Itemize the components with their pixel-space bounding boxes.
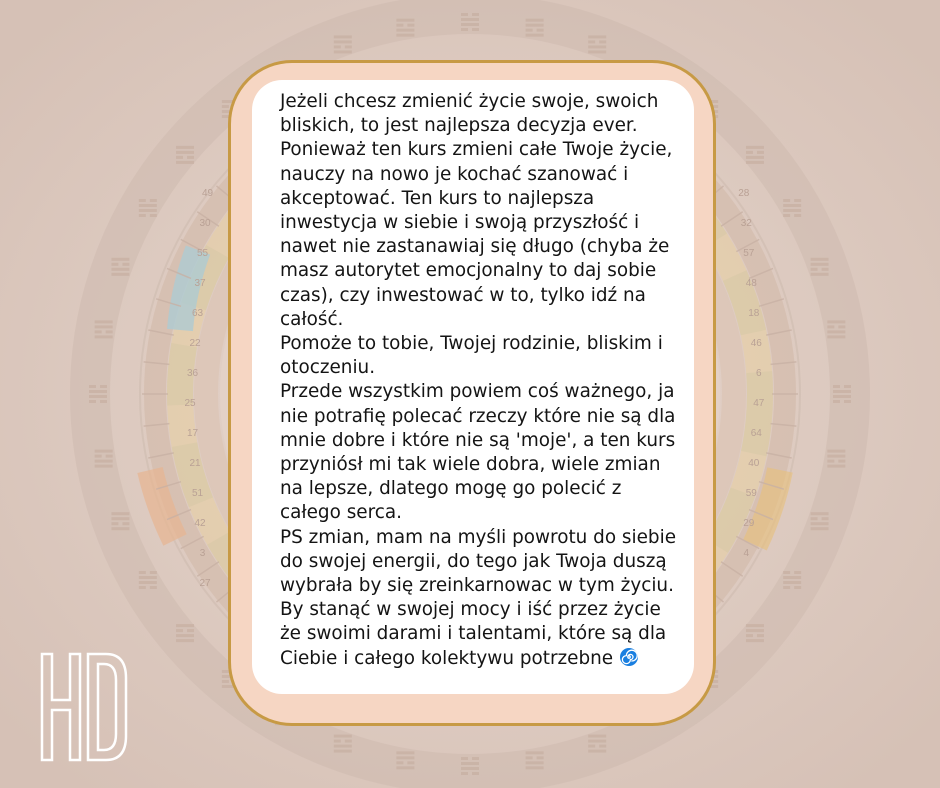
wheel-gate-number: 48: [745, 278, 757, 289]
wheel-gate-number: 46: [750, 338, 762, 349]
testimonial-line: przyniósł mi tak wiele dobra, wiele zmian: [280, 454, 661, 476]
testimonial-line: nawet nie zastanawiaj się długo (chyba że: [280, 236, 670, 258]
wheel-gate-number: 29: [743, 518, 755, 529]
testimonial-line: do swojej energii, do tego jak Twoja duszą: [280, 550, 667, 572]
testimonial-line: Jeżeli chcesz zmienić życie swoje, swoich: [280, 91, 659, 112]
hd-outline-logo: [36, 648, 132, 766]
wheel-gate-number: 6: [755, 368, 762, 379]
wheel-gate-number: 57: [743, 248, 755, 259]
testimonial-line: inwestycja w siebie i swoją przyszłość i: [280, 212, 640, 234]
wheel-gate-number: 47: [753, 398, 765, 409]
wheel-gate-number: 51: [191, 488, 204, 499]
testimonial-line: wybrała by się zreinkarnowac w tym życiu.: [280, 575, 674, 597]
testimonial-line: Ponieważ ten kurs zmieni całe Twoje życie,: [280, 139, 673, 161]
testimonial-line: Przede wszystkim powiem coś ważnego, ja: [280, 381, 675, 403]
testimonial-line: PS zmian, mam na myśli powrotu do siebie: [280, 526, 677, 548]
testimonial-line: mnie dobre i które nie są 'moje', a ten kurs: [280, 429, 676, 451]
testimonial-line: masz autorytet emocjonalny to daj sobie: [280, 260, 657, 282]
wheel-gate-number: 4: [743, 548, 750, 559]
wheel-gate-number: 36: [186, 368, 199, 379]
wheel-gate-number: 55: [196, 248, 209, 259]
testimonial-last-line: Ciebie i całego kolektywu potrzebne: [280, 647, 614, 669]
wheel-gate-number: 21: [189, 458, 201, 469]
cyclone-spiral-icon: [619, 647, 639, 667]
wheel-gate-number: 32: [740, 218, 752, 229]
wheel-gate-number: 63: [191, 308, 204, 319]
wheel-gate-number: 49: [201, 188, 214, 199]
testimonial-line: akceptować. Ten kurs to najlepsza: [280, 187, 595, 209]
wheel-gate-number: 37: [194, 278, 206, 289]
testimonial-line: całego serca.: [280, 502, 402, 524]
wheel-gate-number: 17: [186, 428, 199, 439]
testimonial-line: że swoimi darami i talentami, które są dla: [280, 623, 667, 645]
wheel-gate-number: 59: [745, 488, 757, 499]
testimonial-line: Pomoże to tobie, Twojej rodzinie, bliskim i: [280, 333, 663, 355]
testimonial-line: By stanąć w swojej mocy i iść przez życie: [280, 599, 661, 621]
testimonial-line: nie potrafię polecać rzeczy które nie są dla: [280, 405, 676, 427]
testimonial-line: bliskich, to jest najlepsza decyzja ever.: [280, 115, 638, 137]
testimonial-line: nauczy na nowo je kochać szanować i: [280, 163, 629, 185]
wheel-gate-number: 42: [194, 518, 206, 529]
testimonial-line: na lepsze, dlatego mogę go polecić z: [280, 478, 622, 500]
testimonial-line: otoczeniu.: [280, 357, 376, 379]
wheel-gate-number: 64: [750, 428, 762, 439]
testimonial-message-bubble: [252, 80, 694, 694]
wheel-gate-number: 25: [184, 398, 196, 409]
wheel-gate-number: 27: [199, 578, 211, 589]
wheel-gate-number: 18: [748, 308, 760, 319]
testimonial-text: [280, 90, 694, 671]
wheel-gate-number: 30: [199, 218, 211, 229]
testimonial-line: czas), czy inwestować w to, tylko idź na: [280, 284, 646, 306]
wheel-gate-number: 3: [199, 548, 206, 559]
wheel-gate-number: 28: [738, 188, 750, 199]
wheel-gate-number: 40: [748, 458, 760, 469]
wheel-gate-number: 22: [189, 338, 201, 349]
testimonial-line: całość.: [280, 308, 344, 330]
